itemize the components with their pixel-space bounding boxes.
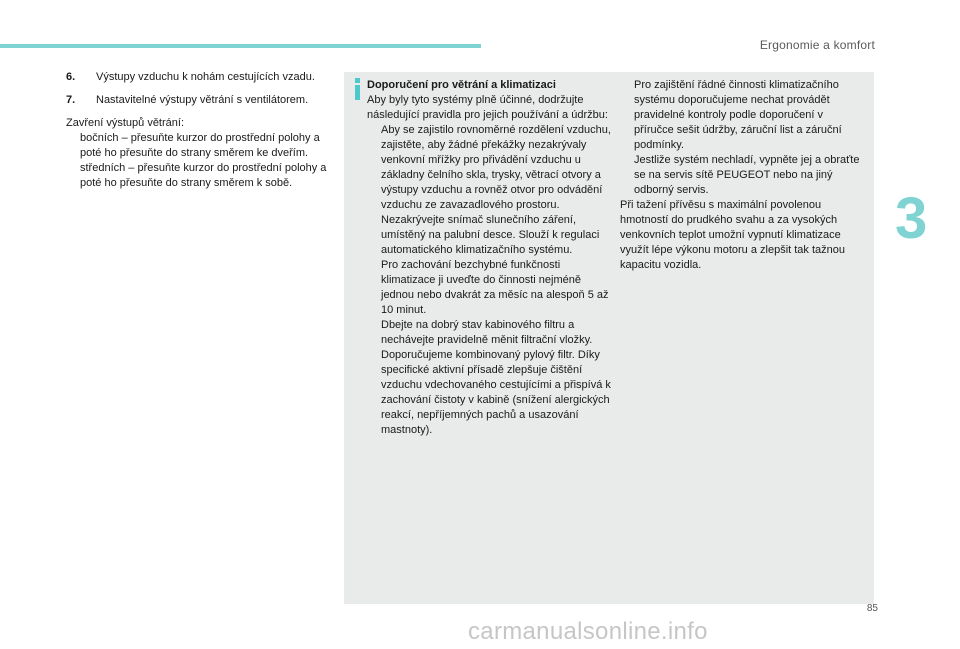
chapter-number: 3 <box>895 186 928 251</box>
list-item <box>66 131 328 161</box>
list-item <box>367 213 612 258</box>
list-item-text: Dbejte na dobrý stav kabinového filtru a nechávejte pravidelně měnit filtrační vložky. Doporučujeme kombinovaný pylový filtr. Díky specifické aktivní přísadě zlepšuje čištění vzduchu vdechovaného cestujícími a přispívá k zachování čistoty v kabině (snížení alergických reakcí, nepříjemných pachů a usazování mastnoty). <box>381 319 611 436</box>
closing-vents-heading: Zavření výstupů větrání: <box>66 117 184 129</box>
list-item-text: Jestliže systém nechladí, vypněte jej a obraťte se na servis sítě PEUGEOT nebo na jiný odborný servis. <box>634 154 860 196</box>
list-item <box>620 78 865 153</box>
item-text: Výstupy vzduchu k nohám cestujících vzadu. <box>96 71 315 83</box>
list-item-text: Pro zajištění řádné činnosti klimatizačního systému doporučujeme nechat provádět pravidelné kontroly podle doporučení v příručce sešit údržby, záruční list a záruční podmínky. <box>634 79 842 151</box>
recommendation-column-2 <box>620 78 865 273</box>
recommendation-column-1 <box>367 78 612 438</box>
list-item <box>367 123 612 213</box>
bullet-icon <box>620 153 634 198</box>
recommendation-intro: Aby byly tyto systémy plně účinné, dodržujte následující pravidla pro jejich používání a údržbu: <box>367 94 608 121</box>
section-title: Ergonomie a komfort <box>759 38 875 52</box>
bullet-icon <box>367 258 381 318</box>
bullet-icon <box>367 123 381 213</box>
page-number: 85 <box>866 603 878 614</box>
item-text: Nastavitelné výstupy větrání s ventilátorem. <box>96 94 309 106</box>
item-number: 7. <box>66 94 76 106</box>
item-number: 6. <box>66 71 76 83</box>
watermark: carmanualsonline.info <box>468 618 708 645</box>
list-item-text: Pro zachování bezchybné funkčnosti klimatizace ji uveďte do činnosti nejméně jednou nebo dvakrát za měsíc na alespoň 5 až 10 minut. <box>381 259 609 316</box>
list-item <box>620 153 865 198</box>
towing-note: Při tažení přívěsu s maximální povolenou hmotností do prudkého svahu a za vysokých venkovních teplot umožní vypnutí klimatizace využít lépe výkonu motoru a zlepšit tak tažnou kapacitu vozidla. <box>620 199 846 271</box>
info-icon <box>352 78 364 100</box>
list-item <box>367 318 612 438</box>
bullet-icon <box>66 131 80 161</box>
bullet-icon <box>66 161 80 191</box>
recommendation-title: Doporučení pro větrání a klimatizaci <box>367 79 556 91</box>
bullet-icon <box>620 78 634 153</box>
list-item <box>367 258 612 318</box>
numbered-item <box>66 93 328 108</box>
list-item <box>66 161 328 191</box>
bullet-icon <box>367 318 381 438</box>
bullet-icon <box>367 213 381 258</box>
list-item-text: středních – přesuňte kurzor do prostřední polohy a poté ho přesuňte do strany směrem k sobě. <box>80 162 327 189</box>
header-accent-bar <box>0 44 481 48</box>
numbered-item <box>66 70 328 85</box>
list-item-text: Aby se zajistilo rovnoměrné rozdělení vzduchu, zajistěte, aby žádné překážky nezakrývaly venkovní mřížky pro přivádění vzduchu u základny čelního skla, trysky, větrací otvory a výstupy vzduchu a rovněž otvor pro odvádění vzduchu ze zavazadlového prostoru. <box>381 124 611 211</box>
list-item-text: bočních – přesuňte kurzor do prostřední polohy a poté ho přesuňte do strany směrem ke dveřím. <box>80 132 320 159</box>
list-item-text: Nezakrývejte snímač slunečního záření, umístěný na palubní desce. Slouží k regulaci automatického klimatizačního systému. <box>381 214 600 256</box>
left-column <box>66 70 328 191</box>
